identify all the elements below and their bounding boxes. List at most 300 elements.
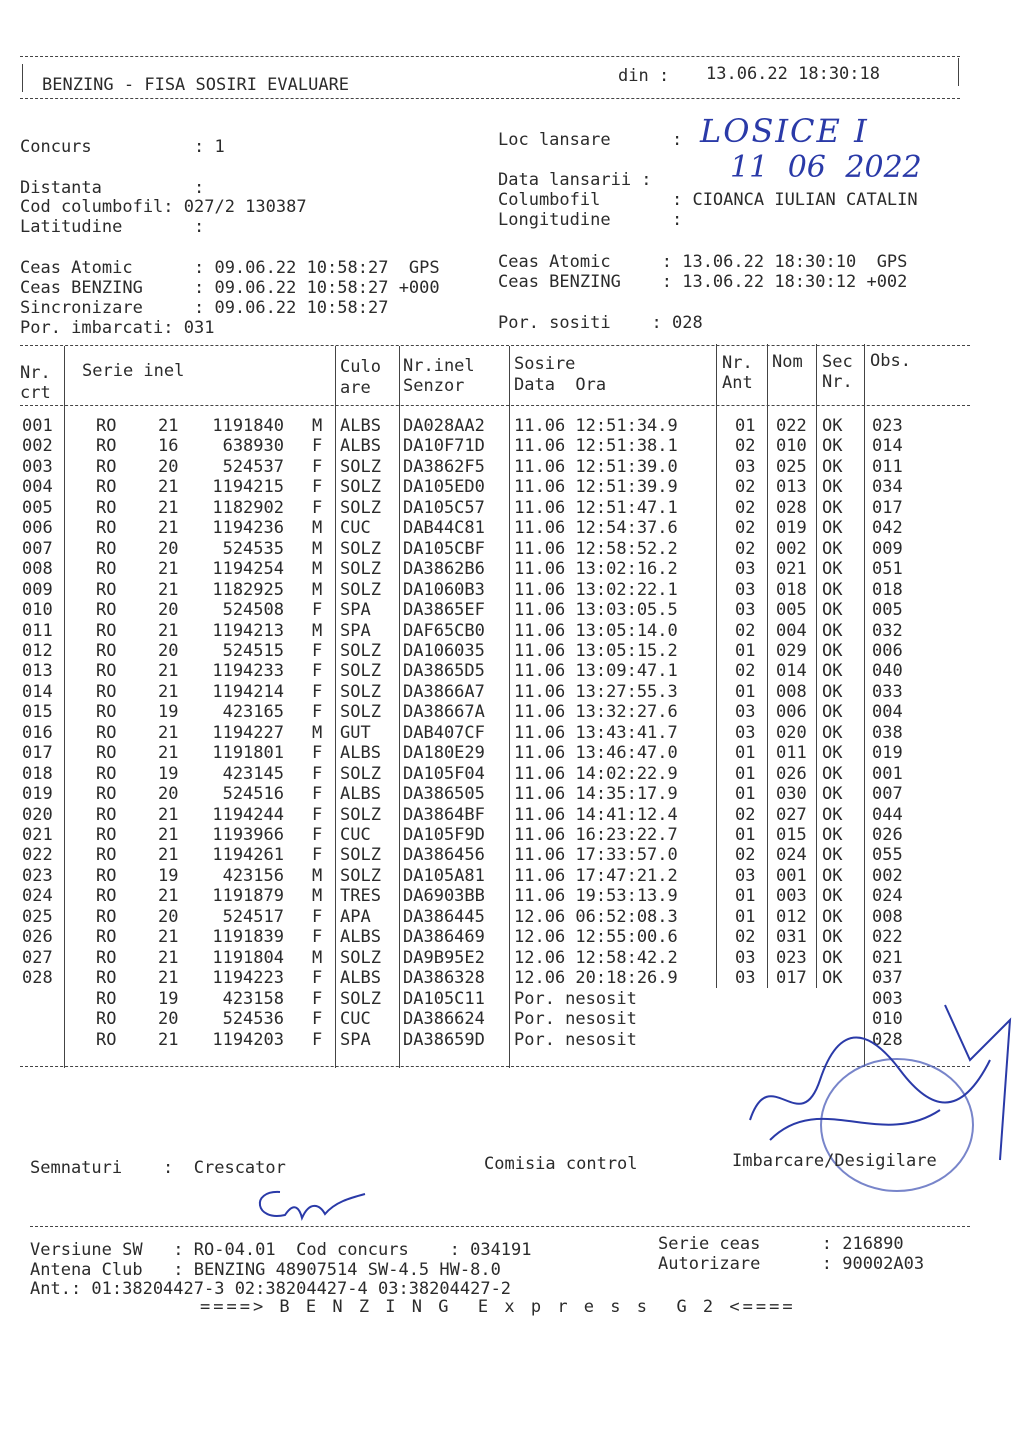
cell-sex: F [312, 804, 323, 825]
cell-ring-year: 21 [158, 416, 179, 436]
cell-sex: F [312, 661, 323, 682]
cell-obs: 040 [872, 661, 903, 682]
cell-obs: 033 [872, 681, 903, 702]
cell-sex: F [312, 456, 323, 477]
cell-sec-status: OK [822, 620, 843, 641]
cell-sex: F [312, 825, 323, 845]
cell-ring-year: 20 [158, 640, 179, 661]
cell-sec-status: OK [822, 600, 843, 621]
cell-sex: M [312, 579, 323, 600]
table-row [0, 948, 1024, 968]
cell-ring-year: 21 [158, 681, 179, 702]
cell-sec-status: OK [822, 579, 843, 600]
cell-country-code: RO [96, 886, 117, 907]
cell-color: SOLZ [340, 538, 381, 559]
cell-antenna: 03 [735, 559, 756, 580]
cod-columbofil-line: Cod columbofil: 027/2 130387 [20, 197, 307, 217]
cell-sec-status: OK [822, 416, 843, 436]
ceas-benzing-start: Ceas BENZING : 09.06.22 10:58:27 +000 [20, 278, 440, 298]
print-date-value: 13.06.22 18:30:18 [706, 64, 880, 84]
cell-sex: M [312, 518, 323, 539]
cell-arrival-time: 11.06 16:23:22.7 [514, 825, 678, 845]
cell-ring-number: 423145 [222, 763, 284, 784]
columbofil-line: Columbofil : CIOANCA IULIAN CATALIN [498, 190, 918, 210]
cell-ring-year: 16 [158, 436, 179, 457]
cell-ring-year: 21 [158, 559, 179, 580]
cell-nom: 008 [776, 681, 807, 702]
cell-color: CUC [340, 825, 371, 845]
cell-color: SOLZ [340, 681, 381, 702]
cell-arrival-time: 11.06 13:43:41.7 [514, 722, 678, 743]
signatures-basketing-label: Imbarcare/Desigilare [732, 1151, 937, 1171]
cell-ring-number: 1191839 [212, 927, 284, 948]
cell-color: TRES [340, 886, 381, 907]
cell-ring-year: 20 [158, 600, 179, 621]
table-row [0, 723, 1024, 743]
cell-obs: 017 [872, 497, 903, 518]
cell-obs: 003 [872, 988, 903, 1009]
cell-chip-id: DA1060B3 [403, 579, 485, 600]
longitudine-line: Longitudine : [498, 210, 683, 230]
cell-nom: 001 [776, 865, 807, 886]
cell-color: GUT [340, 722, 371, 743]
cell-country-code: RO [96, 559, 117, 580]
cell-nom: 004 [776, 620, 807, 641]
cell-obs: 009 [872, 538, 903, 559]
cell-ring-number: 1194261 [212, 845, 284, 866]
cell-row-number: 010 [22, 600, 53, 621]
cell-chip-id: DA3862B6 [403, 559, 485, 580]
col-culoare-header-2: are [340, 378, 371, 398]
cell-sex: F [312, 906, 323, 927]
cell-antenna: 02 [735, 497, 756, 518]
cell-row-number: 028 [22, 968, 53, 989]
cell-sec-status: OK [822, 477, 843, 498]
cell-country-code: RO [96, 1029, 117, 1050]
cell-color: SOLZ [340, 661, 381, 682]
cell-nom: 010 [776, 436, 807, 457]
signatures-control-label: Comisia control [484, 1154, 638, 1174]
cell-ring-number: 1194254 [212, 559, 284, 580]
cell-country-code: RO [96, 600, 117, 621]
cell-country-code: RO [96, 988, 117, 1009]
cell-sex: F [312, 968, 323, 989]
cell-country-code: RO [96, 947, 117, 968]
cell-nom: 003 [776, 886, 807, 907]
cell-antenna: 03 [735, 600, 756, 621]
cell-country-code: RO [96, 784, 117, 805]
cell-ring-number: 1194213 [212, 620, 284, 641]
cell-chip-id: DAF65CB0 [403, 620, 485, 641]
cell-nom: 015 [776, 825, 807, 845]
cell-country-code: RO [96, 927, 117, 948]
cell-obs: 019 [872, 743, 903, 764]
cell-sex: M [312, 722, 323, 743]
cell-color: SOLZ [340, 477, 381, 498]
cell-country-code: RO [96, 579, 117, 600]
cell-sex: F [312, 1009, 323, 1030]
cell-sex: F [312, 681, 323, 702]
cell-row-number: 009 [22, 579, 53, 600]
cell-arrival-time: 11.06 12:54:37.6 [514, 518, 678, 539]
table-row [0, 866, 1024, 886]
cell-row-number: 022 [22, 845, 53, 866]
cell-ring-year: 20 [158, 456, 179, 477]
header-bottom-rule [20, 98, 960, 99]
cell-country-code: RO [96, 722, 117, 743]
cell-ring-year: 21 [158, 1029, 179, 1050]
cell-nom: 027 [776, 804, 807, 825]
cell-ring-number: 524516 [222, 784, 284, 805]
cell-arrival-time: 12.06 12:58:42.2 [514, 947, 678, 968]
cell-arrival-time: 11.06 13:05:15.2 [514, 640, 678, 661]
cell-row-number: 017 [22, 743, 53, 764]
cell-obs: 023 [872, 416, 903, 436]
cell-color: SOLZ [340, 579, 381, 600]
cell-sex: F [312, 763, 323, 784]
cell-antenna: 01 [735, 906, 756, 927]
table-row [0, 436, 1024, 456]
cell-sec-status: OK [822, 784, 843, 805]
cell-obs: 044 [872, 804, 903, 825]
cell-antenna: 03 [735, 456, 756, 477]
cell-ring-number: 1194236 [212, 518, 284, 539]
cell-ring-year: 21 [158, 845, 179, 866]
cell-ring-year: 21 [158, 947, 179, 968]
table-row [0, 641, 1024, 661]
cell-ring-year: 21 [158, 722, 179, 743]
cell-ring-year: 20 [158, 1009, 179, 1030]
cell-color: CUC [340, 1009, 371, 1030]
cell-antenna: 03 [735, 865, 756, 886]
cell-ring-year: 19 [158, 763, 179, 784]
cell-sec-status: OK [822, 763, 843, 784]
cell-ring-year: 19 [158, 865, 179, 886]
cell-antenna: 01 [735, 784, 756, 805]
cell-sec-status: OK [822, 661, 843, 682]
cell-country-code: RO [96, 1009, 117, 1030]
cell-chip-id: DAB44C81 [403, 518, 485, 539]
cell-nom: 020 [776, 722, 807, 743]
col-nr-inel-header-2: Senzor [403, 376, 465, 396]
cell-antenna: 01 [735, 681, 756, 702]
cell-ring-number: 524515 [222, 640, 284, 661]
table-row [0, 498, 1024, 518]
cell-country-code: RO [96, 804, 117, 825]
cell-ring-year: 21 [158, 620, 179, 641]
cell-chip-id: DA3866A7 [403, 681, 485, 702]
table-row [0, 661, 1024, 681]
cell-antenna: 02 [735, 436, 756, 457]
cell-color: SPA [340, 600, 371, 621]
cell-sex: M [312, 886, 323, 907]
cell-color: SOLZ [340, 702, 381, 723]
table-row [0, 968, 1024, 988]
cell-ring-year: 21 [158, 804, 179, 825]
table-header-rule [20, 405, 970, 406]
cell-ring-number: 1194214 [212, 681, 284, 702]
table-row [0, 600, 1024, 620]
cell-color: ALBS [340, 927, 381, 948]
cell-ring-number: 1194203 [212, 1029, 284, 1050]
cell-chip-id: DA386469 [403, 927, 485, 948]
cell-color: ALBS [340, 416, 381, 436]
concurs-line: Concurs : 1 [20, 137, 225, 157]
cell-row-number: 013 [22, 661, 53, 682]
cell-country-code: RO [96, 518, 117, 539]
cell-nom: 031 [776, 927, 807, 948]
cell-sec-status: OK [822, 722, 843, 743]
cell-chip-id: DA3864BF [403, 804, 485, 825]
cell-sec-status: OK [822, 743, 843, 764]
cell-nom: 005 [776, 600, 807, 621]
cell-row-number: 019 [22, 784, 53, 805]
table-row [0, 457, 1024, 477]
cell-obs: 007 [872, 784, 903, 805]
cell-antenna: 01 [735, 743, 756, 764]
cell-chip-id: DA386445 [403, 906, 485, 927]
cell-color: CUC [340, 518, 371, 539]
cell-color: SPA [340, 1029, 371, 1050]
cell-country-code: RO [96, 865, 117, 886]
table-row [0, 682, 1024, 702]
cell-ring-number: 524536 [222, 1009, 284, 1030]
cell-sex: F [312, 1029, 323, 1050]
cell-ring-year: 21 [158, 886, 179, 907]
ceas-atomic-end: Ceas Atomic : 13.06.22 18:30:10 GPS [498, 252, 908, 272]
cell-nom: 025 [776, 456, 807, 477]
cell-sex: F [312, 988, 323, 1009]
cell-row-number: 003 [22, 456, 53, 477]
cell-antenna: 01 [735, 763, 756, 784]
cell-arrival-time: Por. nesosit [514, 1029, 637, 1050]
cell-antenna: 02 [735, 477, 756, 498]
cell-antenna: 02 [735, 538, 756, 559]
header-top-rule [20, 56, 960, 57]
cell-ring-number: 1193966 [212, 825, 284, 845]
footer-authorization: Autorizare : 90002A03 [658, 1254, 925, 1274]
cell-sec-status: OK [822, 968, 843, 989]
col-ant-header-2: Ant [722, 373, 753, 393]
cell-nom: 024 [776, 845, 807, 866]
cell-obs: 055 [872, 845, 903, 866]
cell-obs: 001 [872, 763, 903, 784]
cell-row-number: 002 [22, 436, 53, 457]
col-nr-header-2: crt [20, 383, 51, 403]
cell-obs: 026 [872, 825, 903, 845]
table-row [0, 764, 1024, 784]
cell-sec-status: OK [822, 518, 843, 539]
cell-arrival-time: 11.06 12:51:34.9 [514, 416, 678, 436]
cell-sec-status: OK [822, 825, 843, 845]
cell-chip-id: DA6903BB [403, 886, 485, 907]
footer-antenna-line: Antena Club : BENZING 48907514 SW-4.5 HW-8.0 [30, 1260, 501, 1280]
cell-arrival-time: Por. nesosit [514, 988, 637, 1009]
cell-row-number: 018 [22, 763, 53, 784]
cell-arrival-time: 11.06 12:58:52.2 [514, 538, 678, 559]
cell-row-number: 008 [22, 559, 53, 580]
cell-country-code: RO [96, 456, 117, 477]
cell-row-number: 011 [22, 620, 53, 641]
cell-ring-number: 1182925 [212, 579, 284, 600]
cell-sec-status: OK [822, 804, 843, 825]
cell-color: SOLZ [340, 804, 381, 825]
cell-arrival-time: 11.06 13:46:47.0 [514, 743, 678, 764]
cell-antenna: 02 [735, 518, 756, 539]
cell-row-number: 014 [22, 681, 53, 702]
cell-arrival-time: 11.06 13:27:55.3 [514, 681, 678, 702]
table-row [0, 580, 1024, 600]
cell-sex: F [312, 640, 323, 661]
cell-chip-id: DA386328 [403, 968, 485, 989]
col-ant-header-1: Nr. [722, 353, 753, 373]
cell-color: SOLZ [340, 497, 381, 518]
cell-nom: 028 [776, 497, 807, 518]
table-row [0, 539, 1024, 559]
cell-arrival-time: 11.06 13:03:05.5 [514, 600, 678, 621]
cell-country-code: RO [96, 825, 117, 845]
por-sositi-line: Por. sositi : 028 [498, 313, 703, 333]
cell-row-number: 001 [22, 416, 53, 436]
cell-ring-number: 1194223 [212, 968, 284, 989]
cell-color: SOLZ [340, 559, 381, 580]
cell-color: SOLZ [340, 456, 381, 477]
cell-chip-id: DA3865D5 [403, 661, 485, 682]
cell-ring-year: 21 [158, 661, 179, 682]
cell-color: ALBS [340, 968, 381, 989]
table-top-rule [20, 345, 970, 346]
cell-row-number: 023 [22, 865, 53, 886]
cell-nom: 021 [776, 559, 807, 580]
cell-ring-year: 21 [158, 825, 179, 845]
cell-country-code: RO [96, 640, 117, 661]
cell-country-code: RO [96, 436, 117, 457]
cell-row-number: 015 [22, 702, 53, 723]
latitudine-line: Latitudine : [20, 217, 205, 237]
cell-nom: 029 [776, 640, 807, 661]
cell-obs: 037 [872, 968, 903, 989]
cell-row-number: 020 [22, 804, 53, 825]
cell-antenna: 02 [735, 661, 756, 682]
cell-color: SOLZ [340, 865, 381, 886]
cell-antenna: 02 [735, 927, 756, 948]
cell-row-number: 006 [22, 518, 53, 539]
footer-antennas-line: Ant.: 01:38204427-3 02:38204427-4 03:38204427-2 [30, 1279, 512, 1299]
cell-ring-number: 524537 [222, 456, 284, 477]
cell-obs: 038 [872, 722, 903, 743]
cell-ring-number: 524535 [222, 538, 284, 559]
data-lansarii-line: Data lansarii : [498, 170, 652, 190]
cell-chip-id: DA386505 [403, 784, 485, 805]
cell-arrival-time: 11.06 12:51:39.9 [514, 477, 678, 498]
cell-antenna: 03 [735, 702, 756, 723]
cell-sex: F [312, 784, 323, 805]
cell-arrival-time: 11.06 13:02:16.2 [514, 559, 678, 580]
col-nr-inel-header-1: Nr.inel [403, 356, 475, 376]
cell-sec-status: OK [822, 538, 843, 559]
cell-color: ALBS [340, 784, 381, 805]
footer-clock-serial: Serie ceas : 216890 [658, 1234, 904, 1254]
cell-color: APA [340, 906, 371, 927]
cell-ring-number: 524517 [222, 906, 284, 927]
cell-country-code: RO [96, 497, 117, 518]
cell-ring-number: 1194233 [212, 661, 284, 682]
cell-sec-status: OK [822, 497, 843, 518]
cell-ring-number: 423165 [222, 702, 284, 723]
cell-obs: 002 [872, 865, 903, 886]
cell-chip-id: DA38667A [403, 702, 485, 723]
col-serie-header: Serie inel [82, 361, 185, 381]
cell-arrival-time: 11.06 17:33:57.0 [514, 845, 678, 866]
cell-sex: F [312, 600, 323, 621]
cell-country-code: RO [96, 681, 117, 702]
cell-chip-id: DA106035 [403, 640, 485, 661]
cell-color: SOLZ [340, 763, 381, 784]
cell-antenna: 01 [735, 640, 756, 661]
cell-country-code: RO [96, 661, 117, 682]
cell-obs: 011 [872, 456, 903, 477]
cell-arrival-time: 11.06 13:05:14.0 [514, 620, 678, 641]
cell-nom: 018 [776, 579, 807, 600]
cell-chip-id: DA180E29 [403, 743, 485, 764]
cell-arrival-time: 11.06 14:35:17.9 [514, 784, 678, 805]
cell-row-number: 021 [22, 825, 53, 845]
cell-nom: 023 [776, 947, 807, 968]
table-row [0, 927, 1024, 947]
cell-obs: 022 [872, 927, 903, 948]
cell-antenna: 02 [735, 804, 756, 825]
handwritten-release-date: 11 06 2022 [730, 150, 922, 185]
cell-country-code: RO [96, 906, 117, 927]
cell-ring-year: 21 [158, 927, 179, 948]
cell-sec-status: OK [822, 681, 843, 702]
col-sosire-header-2: Data Ora [514, 375, 607, 395]
cell-color: SOLZ [340, 988, 381, 1009]
cell-obs: 008 [872, 906, 903, 927]
table-row [0, 518, 1024, 538]
cell-sex: F [312, 927, 323, 948]
cell-nom: 019 [776, 518, 807, 539]
table-row [0, 416, 1024, 436]
table-row [0, 559, 1024, 579]
col-nom-header: Nom [772, 352, 803, 372]
footer-express-banner: ====> B E N Z I N G E x p r e s s G 2 <==== [200, 1297, 796, 1317]
cell-ring-number: 1191840 [212, 416, 284, 436]
cell-ring-number: 1194215 [212, 477, 284, 498]
cell-sec-status: OK [822, 906, 843, 927]
cell-antenna: 03 [735, 722, 756, 743]
cell-obs: 051 [872, 559, 903, 580]
cell-arrival-time: 11.06 19:53:13.9 [514, 886, 678, 907]
cell-chip-id: DA105C57 [403, 497, 485, 518]
cell-country-code: RO [96, 416, 117, 436]
cell-sex: M [312, 538, 323, 559]
cell-antenna: 01 [735, 886, 756, 907]
cell-country-code: RO [96, 538, 117, 559]
cell-ring-year: 19 [158, 702, 179, 723]
page-title: BENZING - FISA SOSIRI EVALUARE [42, 75, 350, 95]
cell-ring-year: 19 [158, 988, 179, 1009]
cell-chip-id: DA38659D [403, 1029, 485, 1050]
cell-nom: 030 [776, 784, 807, 805]
cell-arrival-time: 11.06 14:02:22.9 [514, 763, 678, 784]
cell-arrival-time: 12.06 20:18:26.9 [514, 968, 678, 989]
cell-chip-id: DA9B95E2 [403, 947, 485, 968]
cell-ring-number: 423156 [222, 865, 284, 886]
cell-obs: 014 [872, 436, 903, 457]
cell-obs: 032 [872, 620, 903, 641]
cell-sec-status: OK [822, 947, 843, 968]
